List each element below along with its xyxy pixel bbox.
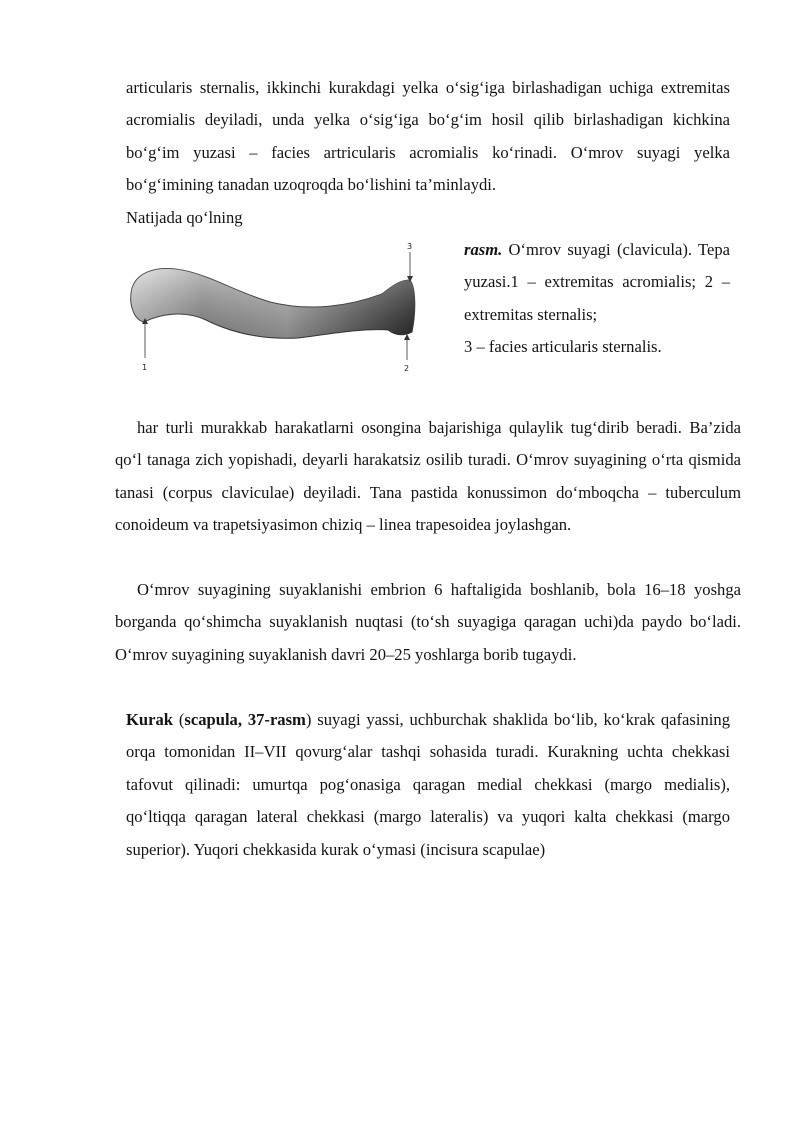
- figure-label-3: 3: [407, 242, 413, 251]
- paragraph-1-text: articularis sternalis, ikkinchi kurakdagi yelka o‘sig‘iga birlashadigan uchiga extremitas acromialis deyiladi, unda yelka o‘sig‘iga bo‘g‘im hosil qilib birlashadigan kichkina bo‘g‘im yuzasi – facies artricularis acromialis ko‘rinadi. O‘mrov suyagi yelka bo‘g‘imining tanadan uzoqroqda bo‘lishini ta’minlaydi.: [126, 78, 730, 195]
- paragraph-1: [126, 72, 730, 234]
- caption-last-line: 3 – facies articularis sternalis.: [464, 337, 662, 357]
- figure-label-1: 1: [142, 363, 148, 372]
- paragraph-1-last-line: Natijada qo‘lning: [126, 207, 243, 227]
- paragraph-4-text: ) suyagi yassi, uchburchak shaklida bo‘lib, ko‘krak qafasining orqa tomonidan II–VII qovurg‘alar tashqi sohasida turadi. Kurakning uchta chekkasi tafovut qilinadi: umurtqa pog‘onasiga qaragan medial chekkasi (margo medialis), qo‘ltiqqa qaragan lateral chekkasi (margo lateralis) va yuqori kalta chekkasi (margo superior). Yuqori chekkasida kurak o‘ymasi (incisura scapulae): [126, 710, 730, 859]
- clavicle-illustration: [120, 240, 440, 380]
- clavicle-figure: [120, 240, 440, 380]
- term-scapula: scapula, 37-rasm: [184, 710, 306, 729]
- paragraph-2: har turli murakkab harakatlarni osongina bajarishiga qulaylik tug‘dirib beradi. Ba’zida qo‘l tanaga zich yopishadi, deyarli harakatsiz osilib turadi. O‘mrov suyagining o‘rta qismida tanasi (corpus claviculae) deyiladi. Tana pastida konussimon do‘mboqcha – tuberculum conoideum va trapetsiyasimon chiziq – linea trapesoidea joylashgan.: [115, 418, 741, 535]
- term-open: (: [173, 710, 185, 729]
- figure-label-2: 2: [404, 364, 410, 373]
- caption-text: O‘mrov suyagi (clavicula). Tepa yuzasi.1 – extremitas acromialis; 2 – extremitas sternalis;: [464, 240, 730, 324]
- caption-lead: rasm.: [464, 240, 503, 259]
- paragraph-4: [126, 704, 730, 866]
- paragraph-3: O‘mrov suyagining suyaklanishi embrion 6 haftaligida boshlanib, bola 16–18 yoshga borganda qo‘shimcha suyaklanish nuqtasi (to‘sh suyagiga qaragan uchi)da paydo bo‘ladi. O‘mrov suyagining suyaklanish davri 20–25 yoshlarga borib tugaydi.: [115, 580, 741, 664]
- figure-caption: [464, 234, 730, 364]
- term-kurak: Kurak: [126, 710, 174, 729]
